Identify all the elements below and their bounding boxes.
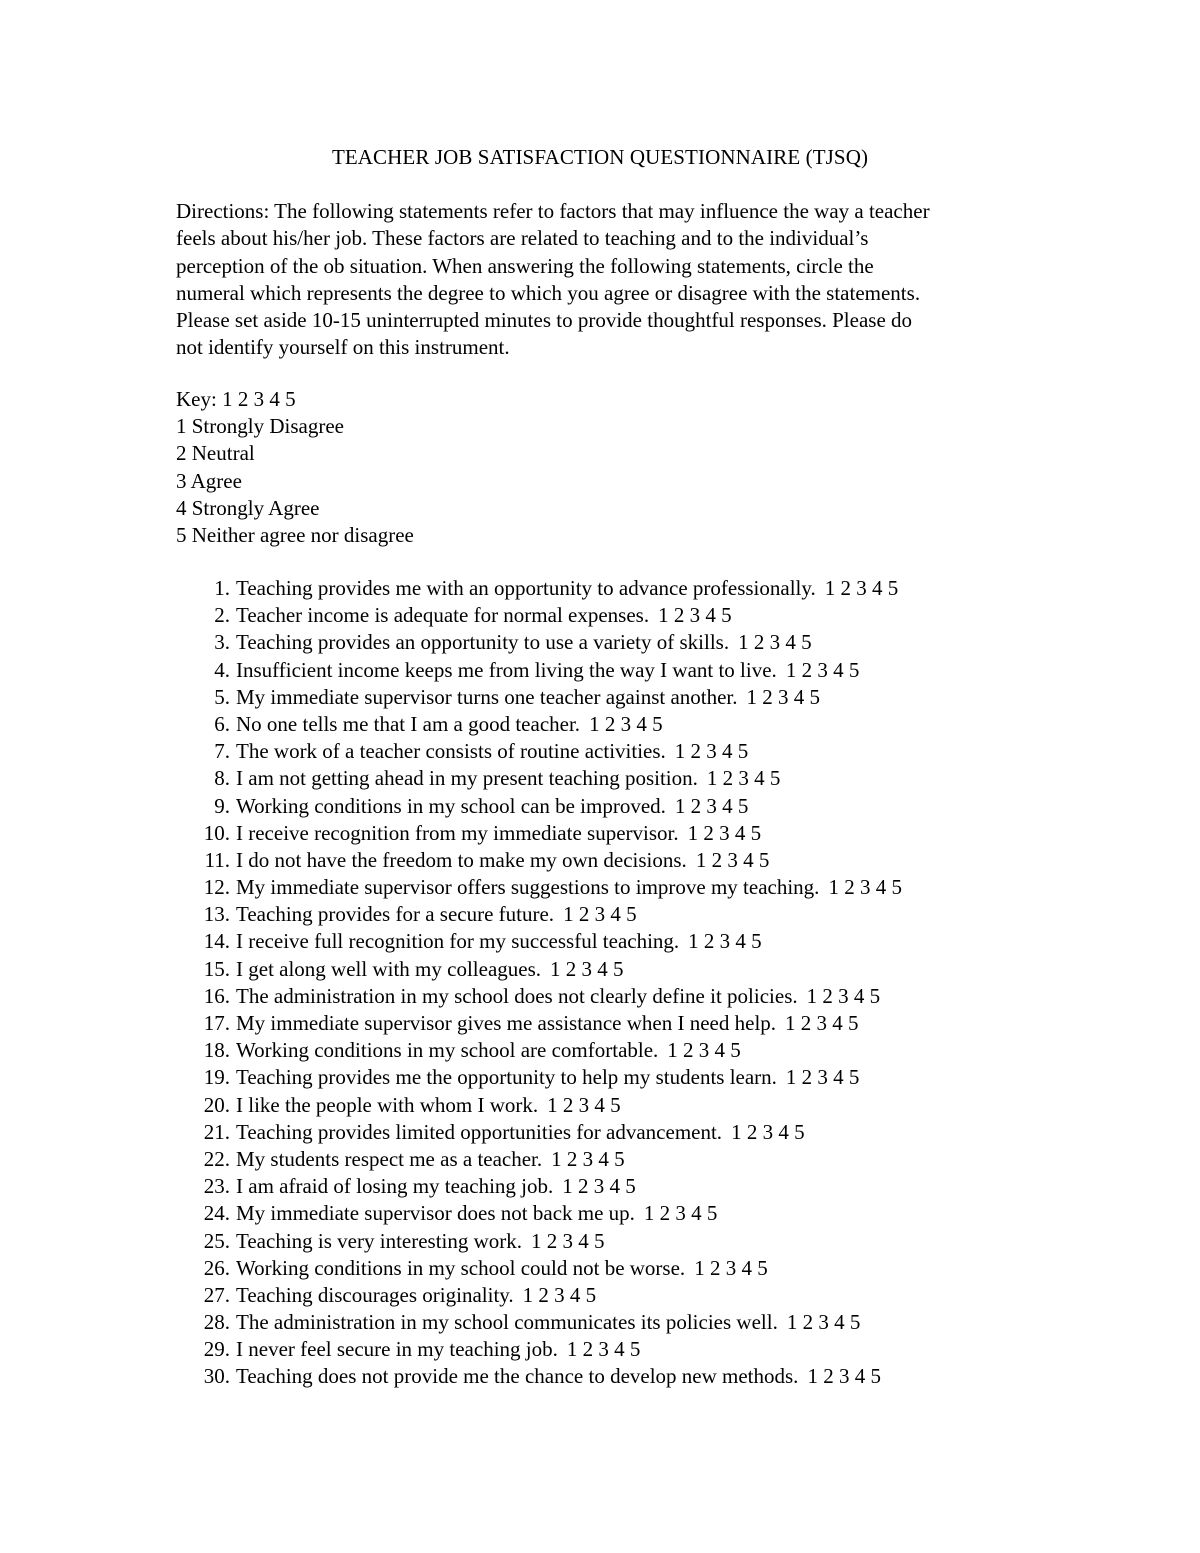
rating-scale[interactable]: 1 2 3 4 5 (687, 820, 762, 845)
rating-scale[interactable]: 1 2 3 4 5 (785, 657, 860, 682)
question-item (0, 956, 1200, 983)
question-text (236, 1336, 640, 1363)
question-text (236, 1255, 768, 1282)
question-item (0, 1092, 1200, 1119)
question-item (0, 793, 1200, 820)
question-text (236, 684, 820, 711)
question-text (236, 1092, 621, 1119)
question-statement: I never feel secure in my teaching job. (236, 1337, 558, 1362)
question-statement: Teaching is very interesting work. (236, 1228, 523, 1253)
question-item (0, 983, 1200, 1010)
question-text (236, 793, 748, 820)
question-number: 26. (203, 1255, 230, 1280)
rating-scale[interactable]: 1 2 3 4 5 (562, 1174, 636, 1199)
question-number: 14. (203, 929, 230, 954)
question-item (0, 1010, 1200, 1037)
rating-scale[interactable]: 1 2 3 4 5 (658, 603, 732, 628)
key-item: 2 Neutral (176, 441, 255, 466)
rating-scale[interactable]: 1 2 3 4 5 (785, 1011, 859, 1035)
rating-scale[interactable]: 1 2 3 4 5 (746, 684, 821, 709)
question-statement: Teacher income is adequate for normal expenses. (236, 603, 650, 628)
question-statement: I receive recognition from my immediate supervisor. (236, 820, 679, 845)
question-number: 17. (203, 1011, 230, 1035)
rating-scale[interactable]: 1 2 3 4 5 (738, 630, 812, 655)
question-text (236, 1363, 881, 1390)
question-item (0, 602, 1200, 629)
key-item: 1 Strongly Disagree (176, 414, 344, 439)
rating-scale[interactable]: 1 2 3 4 5 (551, 1146, 625, 1171)
question-number: 29. (203, 1337, 230, 1362)
question-number: 22. (203, 1146, 230, 1171)
question-item (0, 711, 1200, 738)
key-item: 3 Agree (176, 468, 242, 493)
question-item (0, 575, 1200, 602)
question-text (236, 1173, 636, 1200)
question-text (236, 1228, 605, 1255)
rating-scale[interactable]: 1 2 3 4 5 (807, 1364, 881, 1389)
document-title: TEACHER JOB SATISFACTION QUESTIONNAIRE (TJSQ) (331, 145, 869, 169)
directions-line: feels about his/her job. These factors are related to teaching and to the individual’s (176, 226, 869, 251)
question-text (236, 575, 898, 602)
rating-scale[interactable]: 1 2 3 4 5 (695, 847, 770, 872)
question-item (0, 1336, 1200, 1363)
question-number: 30. (203, 1364, 230, 1389)
question-text (236, 711, 663, 738)
question-statement: I receive full recognition for my successful teaching. (236, 929, 680, 954)
question-text (236, 657, 859, 684)
question-list (0, 575, 1200, 1391)
question-item (0, 765, 1200, 792)
question-statement: Teaching provides me with an opportunity to advance professionally. (236, 576, 816, 600)
question-number: 24. (203, 1201, 230, 1226)
question-item (0, 901, 1200, 928)
question-statement: Teaching provides limited opportunities for advancement. (236, 1119, 723, 1144)
question-statement: My immediate supervisor gives me assistance when I need help. (236, 1011, 777, 1035)
rating-scale[interactable]: 1 2 3 4 5 (706, 766, 781, 791)
directions-line: Please set aside 10-15 uninterrupted minutes to provide thoughtful responses. Please do (176, 308, 913, 333)
question-item (0, 738, 1200, 765)
question-number: 18. (203, 1038, 230, 1063)
rating-scale[interactable]: 1 2 3 4 5 (566, 1337, 641, 1362)
question-statement: No one tells me that I am a good teacher. (236, 711, 581, 736)
question-text (236, 847, 769, 874)
directions-line: Directions: The following statements refer to factors that may influence the way a teacher (176, 199, 930, 223)
question-number: 9. (214, 793, 230, 818)
question-number: 16. (203, 983, 230, 1008)
rating-key (176, 386, 414, 549)
question-text (236, 1200, 717, 1227)
question-item (0, 874, 1200, 901)
question-item (0, 820, 1200, 847)
question-statement: Working conditions in my school are comfortable. (236, 1038, 659, 1063)
question-number: 8. (214, 766, 230, 791)
rating-scale[interactable]: 1 2 3 4 5 (643, 1201, 718, 1226)
question-number: 20. (203, 1092, 230, 1117)
question-item (0, 1064, 1200, 1091)
question-statement: Insufficient income keeps me from living the way I want to live. (236, 657, 777, 682)
question-statement: My immediate supervisor turns one teacher against another. (236, 684, 738, 709)
question-text (236, 629, 812, 656)
rating-scale[interactable]: 1 2 3 4 5 (522, 1282, 597, 1307)
rating-scale[interactable]: 1 2 3 4 5 (674, 793, 749, 818)
question-statement: My students respect me as a teacher. (236, 1146, 543, 1171)
question-number: 21. (203, 1119, 230, 1144)
question-item (0, 1037, 1200, 1064)
rating-scale[interactable]: 1 2 3 4 5 (688, 929, 762, 954)
question-number: 11. (204, 847, 230, 872)
question-item (0, 684, 1200, 711)
question-number: 4. (214, 657, 230, 682)
rating-scale[interactable]: 1 2 3 4 5 (667, 1038, 741, 1063)
question-number: 5. (214, 684, 230, 709)
rating-scale[interactable]: 1 2 3 4 5 (785, 1065, 860, 1090)
question-text (236, 1037, 741, 1064)
question-number: 2. (214, 603, 230, 628)
rating-scale[interactable]: 1 2 3 4 5 (806, 983, 881, 1008)
rating-scale[interactable]: 1 2 3 4 5 (531, 1228, 605, 1253)
question-text (236, 1064, 859, 1091)
rating-scale[interactable]: 1 2 3 4 5 (589, 711, 663, 736)
rating-scale[interactable]: 1 2 3 4 5 (824, 576, 899, 600)
question-text (236, 602, 732, 629)
rating-scale[interactable]: 1 2 3 4 5 (828, 875, 902, 900)
question-text (236, 874, 902, 901)
key-item: 5 Neither agree nor disagree (176, 523, 414, 548)
key-header: Key: 1 2 3 4 5 (176, 387, 296, 411)
rating-scale[interactable]: 1 2 3 4 5 (786, 1310, 861, 1335)
question-number: 15. (203, 956, 230, 981)
question-text (236, 1010, 859, 1037)
question-item (0, 1255, 1200, 1282)
question-statement: I like the people with whom I work. (236, 1092, 539, 1117)
question-item (0, 1200, 1200, 1227)
question-statement: Working conditions in my school could not be worse. (236, 1255, 686, 1280)
question-text (236, 901, 637, 928)
question-item (0, 1228, 1200, 1255)
rating-scale[interactable]: 1 2 3 4 5 (550, 956, 624, 981)
question-statement: The administration in my school communicates its policies well. (236, 1310, 778, 1335)
question-number: 12. (203, 875, 230, 900)
question-statement: Teaching provides for a secure future. (236, 902, 555, 927)
rating-scale[interactable]: 1 2 3 4 5 (694, 1255, 768, 1280)
question-text (236, 1146, 625, 1173)
question-number: 25. (203, 1228, 230, 1253)
question-text (236, 765, 780, 792)
key-item: 4 Strongly Agree (176, 495, 320, 520)
question-number: 7. (214, 739, 230, 764)
question-text (236, 1282, 596, 1309)
question-statement: Teaching does not provide me the chance to develop new methods. (236, 1364, 799, 1389)
question-item (0, 1282, 1200, 1309)
rating-scale[interactable]: 1 2 3 4 5 (547, 1092, 621, 1117)
directions-line: perception of the ob situation. When answering the following statements, circle the (176, 253, 874, 278)
question-statement: The work of a teacher consists of routine activities. (236, 739, 666, 764)
question-number: 28. (203, 1310, 230, 1335)
question-item (0, 847, 1200, 874)
question-statement: Working conditions in my school can be improved. (236, 793, 666, 818)
question-statement: I am not getting ahead in my present teaching position. (236, 766, 698, 791)
question-item (0, 1119, 1200, 1146)
rating-scale[interactable]: 1 2 3 4 5 (674, 739, 749, 764)
question-statement: My immediate supervisor does not back me up. (236, 1201, 635, 1226)
question-text (236, 928, 762, 955)
question-number: 13. (203, 902, 230, 927)
question-statement: Teaching provides an opportunity to use a variety of skills. (236, 630, 730, 655)
question-item (0, 1363, 1200, 1390)
question-statement: I do not have the freedom to make my own decisions. (236, 847, 687, 872)
directions-line: not identify yourself on this instrument. (176, 335, 510, 360)
rating-scale[interactable]: 1 2 3 4 5 (563, 902, 637, 927)
question-item (0, 1173, 1200, 1200)
question-text (236, 983, 880, 1010)
question-text (236, 820, 761, 847)
question-number: 10. (203, 820, 230, 845)
question-item (0, 928, 1200, 955)
question-number: 19. (203, 1065, 230, 1090)
question-statement: Teaching discourages originality. (236, 1282, 514, 1307)
question-text (236, 1119, 805, 1146)
question-statement: I get along well with my colleagues. (236, 956, 542, 981)
question-text (236, 738, 748, 765)
question-text (236, 956, 624, 983)
directions-line: numeral which represents the degree to which you agree or disagree with the statements. (176, 280, 921, 305)
directions-paragraph (176, 198, 1036, 362)
question-statement: My immediate supervisor offers suggestions to improve my teaching. (236, 875, 820, 900)
question-statement: I am afraid of losing my teaching job. (236, 1174, 554, 1199)
question-item (0, 657, 1200, 684)
question-number: 27. (203, 1282, 230, 1307)
question-number: 3. (214, 630, 230, 655)
question-item (0, 1146, 1200, 1173)
rating-scale[interactable]: 1 2 3 4 5 (731, 1119, 805, 1144)
question-number: 1. (214, 576, 230, 600)
question-statement: The administration in my school does not clearly define it policies. (236, 983, 798, 1008)
question-statement: Teaching provides me the opportunity to help my students learn. (236, 1065, 777, 1090)
question-number: 23. (203, 1174, 230, 1199)
question-item (0, 629, 1200, 656)
question-number: 6. (214, 711, 230, 736)
question-item (0, 1309, 1200, 1336)
question-text (236, 1309, 860, 1336)
